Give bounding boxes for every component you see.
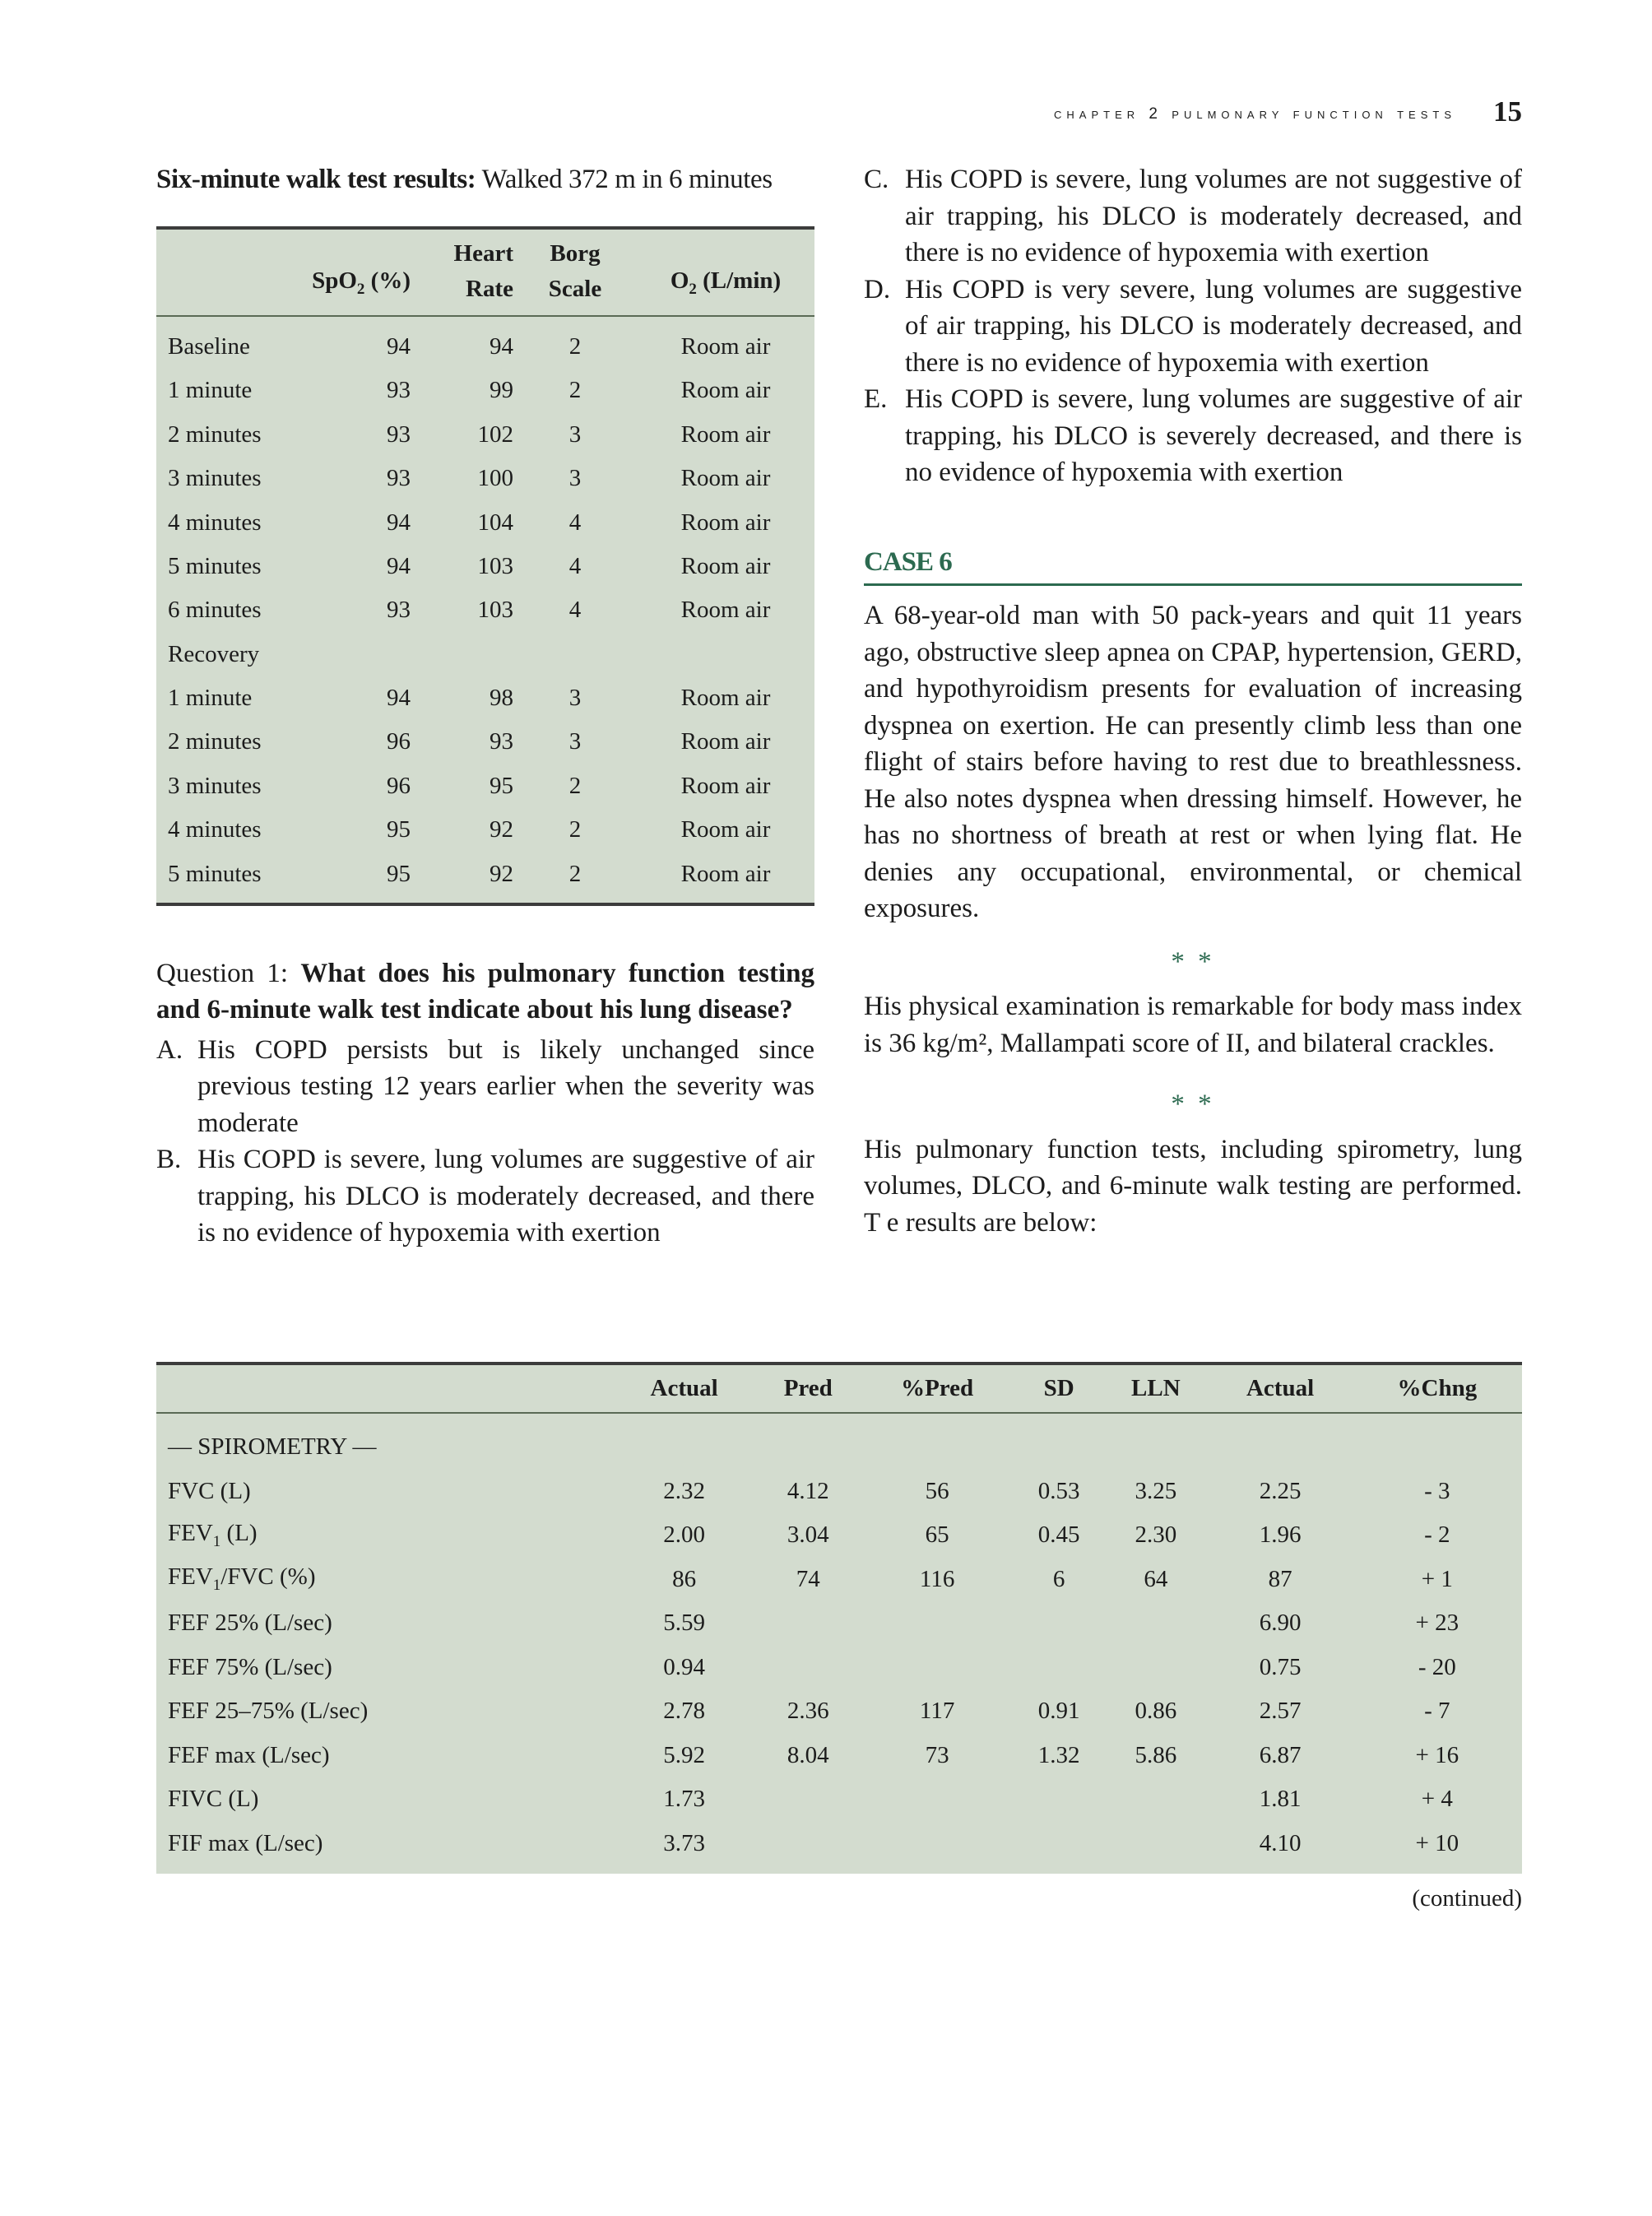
question-1 — [156, 955, 814, 1029]
spirometry-cell — [1103, 1646, 1208, 1690]
walk-cell-o2 — [637, 632, 814, 676]
walk-cell-heart-rate: 104 — [477, 509, 513, 536]
walk-cell-heart-rate: 95 — [490, 772, 513, 799]
spirometry-col-header: Pred — [756, 1364, 860, 1413]
walk-table-row — [156, 316, 814, 369]
continued-note: (continued) — [1412, 1885, 1522, 1912]
spirometry-cell: 2.36 — [787, 1698, 829, 1725]
walk-cell-time: 4 minutes — [168, 816, 262, 843]
spirometry-row — [156, 1646, 1522, 1690]
walk-cell-heart-rate: 92 — [490, 816, 513, 843]
walk-cell-time: 4 minutes — [168, 509, 262, 536]
spirometry-cell — [756, 1777, 860, 1822]
walk-cell-borg: 2 — [568, 377, 582, 404]
right-column — [864, 161, 1522, 1241]
walk-cell-borg: 2 — [568, 860, 582, 887]
walk-table-row — [156, 764, 814, 807]
walk-cell-time: 6 minutes — [168, 597, 262, 624]
walk-cell-heart-rate: 99 — [490, 377, 513, 404]
walk-cell-borg: 4 — [568, 597, 582, 624]
col-borg-scale: Borg Scale — [513, 228, 637, 316]
option-d: D. His COPD is very severe, lung volumes are suggestive of air trapping, his DLCO is moderately decreased, and there is no evidence of hypoxemia with exertion — [864, 274, 1522, 378]
spirometry-cell: 4.10 — [1259, 1829, 1302, 1856]
spirometry-cell: 64 — [1144, 1565, 1168, 1592]
spirometry-col-header: LLN — [1103, 1364, 1208, 1413]
walk-cell-borg: 2 — [568, 816, 582, 843]
spirometry-row-label: FIVC (L) — [168, 1786, 259, 1813]
spirometry-cell: 6.90 — [1259, 1610, 1302, 1637]
walk-cell-heart-rate — [411, 632, 513, 676]
spirometry-section-row — [156, 1413, 1522, 1470]
spirometry-cell: - 7 — [1424, 1698, 1450, 1725]
spirometry-cell: 1.96 — [1259, 1521, 1302, 1549]
section-label: — SPIROMETRY — — [168, 1433, 377, 1461]
walk-table-row — [156, 676, 814, 720]
walk-cell-o2: Room air — [680, 332, 771, 360]
spirometry-col-header: Actual — [1208, 1364, 1352, 1413]
case-paragraph-2: His physical examination is remarkable for body mass index is 36 kg/m², Mallampati score of II, and bilateral crackles. — [864, 992, 1522, 1058]
walk-cell-borg: 2 — [568, 772, 582, 799]
walk-cell-heart-rate: 94 — [490, 332, 513, 360]
spirometry-cell: 65 — [925, 1521, 949, 1549]
walk-table-header — [156, 228, 814, 316]
walk-test-table — [156, 226, 814, 906]
col-spo2: SpO$_2$ (%) — [308, 228, 411, 316]
spirometry-col-header: SD — [1014, 1364, 1103, 1413]
walk-cell-time: 5 minutes — [168, 552, 262, 579]
walk-cell-spo2: 94 — [387, 552, 411, 579]
walk-cell-borg: 3 — [568, 465, 582, 492]
spirometry-row-label: FEF 25% (L/sec) — [168, 1610, 332, 1637]
spirometry-cell: 2.78 — [663, 1698, 705, 1725]
spirometry-cell: 1.32 — [1037, 1741, 1080, 1768]
col-label-blank — [156, 228, 308, 316]
walk-cell-o2: Room air — [680, 509, 771, 536]
spirometry-cell — [756, 1601, 860, 1646]
spirometry-row — [156, 1470, 1522, 1514]
spirometry-cell — [756, 1822, 860, 1875]
walk-cell-time: 1 minute — [168, 377, 253, 404]
walk-table-row — [156, 632, 814, 676]
spirometry-cell: 5.92 — [663, 1741, 705, 1768]
walk-cell-spo2: 95 — [387, 816, 411, 843]
spirometry-cell: 3.73 — [663, 1829, 705, 1856]
walk-cell-borg: 3 — [568, 685, 582, 712]
walk-cell-spo2: 95 — [387, 860, 411, 887]
spirometry-cell — [1103, 1601, 1208, 1646]
separator-2: * * — [1171, 1089, 1215, 1119]
spirometry-cell: + 16 — [1415, 1741, 1459, 1768]
walk-table-row — [156, 852, 814, 904]
walk-cell-time: 1 minute — [168, 685, 253, 712]
spirometry-cell — [860, 1601, 1014, 1646]
spirometry-row — [156, 1601, 1522, 1646]
walk-cell-time: Recovery — [168, 640, 260, 667]
spirometry-row — [156, 1734, 1522, 1778]
col-o2: $O_2$ (L/min) — [637, 228, 814, 316]
page-number: 15 — [1493, 95, 1522, 128]
spirometry-cell: 6 — [1052, 1565, 1065, 1592]
walk-cell-o2: Room air — [680, 597, 771, 624]
spirometry-row-label: $FEV_1$/FVC (%) — [168, 1563, 316, 1595]
spirometry-cell — [860, 1777, 1014, 1822]
spirometry-cell: + 10 — [1415, 1829, 1459, 1856]
walk-cell-borg: 4 — [568, 509, 582, 536]
spirometry-header — [156, 1364, 1522, 1413]
spirometry-cell: 0.53 — [1037, 1477, 1080, 1504]
spirometry-cell — [1014, 1822, 1103, 1875]
separator-1: * * — [1171, 946, 1215, 977]
spirometry-cell: 0.45 — [1037, 1521, 1080, 1549]
walk-cell-time: Baseline — [168, 332, 250, 360]
spirometry-cell: 0.75 — [1259, 1653, 1302, 1680]
spirometry-cell: 117 — [919, 1698, 955, 1725]
spirometry-cell: 2.00 — [663, 1521, 705, 1549]
walk-cell-borg — [513, 632, 637, 676]
spirometry-cell — [860, 1646, 1014, 1690]
walk-cell-spo2 — [308, 632, 411, 676]
spirometry-cell — [1014, 1601, 1103, 1646]
case-title: CASE 6 — [864, 544, 1522, 587]
spirometry-cell: - 3 — [1424, 1477, 1450, 1504]
spirometry-cell: 4.12 — [787, 1477, 829, 1504]
walk-cell-time: 5 minutes — [168, 860, 262, 887]
spirometry-cell: 3.25 — [1135, 1477, 1177, 1504]
spirometry-cell: 0.86 — [1135, 1698, 1177, 1725]
spirometry-row-label: FEF 75% (L/sec) — [168, 1653, 332, 1680]
case-paragraph-1: A 68-year-old man with 50 pack-years and quit 11 years ago, obstructive sleep apnea on CPAP, hypertension, GERD, and hypothyroidism presents for evaluation of increasing dyspnea on exertion. He can presently climb less than one flight of stairs before having to rest due to breathlessness. He also notes dyspnea when dressing himself. However, he has no shortness of breath at rest or when lying flat. He denies any occupational, environmental, or chemical exposures. — [864, 601, 1522, 923]
walk-table-row — [156, 369, 814, 412]
spirometry-row — [156, 1513, 1522, 1558]
walk-cell-borg: 3 — [568, 420, 582, 448]
spirometry-col-header — [156, 1364, 612, 1413]
spirometry-cell: 2.25 — [1259, 1477, 1302, 1504]
spirometry-col-header: Actual — [612, 1364, 756, 1413]
spirometry-cell: 1.73 — [663, 1786, 705, 1813]
walk-cell-heart-rate: 103 — [477, 597, 513, 624]
spirometry-cell: - 20 — [1418, 1653, 1456, 1680]
walk-cell-borg: 2 — [568, 332, 582, 360]
spirometry-cell: 56 — [925, 1477, 949, 1504]
walk-cell-borg: 4 — [568, 552, 582, 579]
spirometry-cell: 73 — [925, 1741, 949, 1768]
walk-cell-o2: Room air — [680, 772, 771, 799]
spirometry-cell — [1014, 1646, 1103, 1690]
walk-table-row — [156, 544, 814, 588]
case-paragraph-3: His pulmonary function tests, including spirometry, lung volumes, DLCO, and 6-minute walk testing are performed. T e results are below: — [864, 1134, 1522, 1238]
spirometry-cell: 116 — [919, 1565, 955, 1592]
walk-table-row — [156, 808, 814, 852]
spirometry-cell: 2.57 — [1259, 1698, 1302, 1725]
spirometry-cell: 0.94 — [663, 1653, 705, 1680]
spirometry-cell: 8.04 — [787, 1741, 829, 1768]
spirometry-cell: 2.32 — [663, 1477, 705, 1504]
running-head — [156, 95, 1522, 128]
walk-cell-time: 2 minutes — [168, 420, 262, 448]
question-text: What does his pulmonary function testing and 6-minute walk test indicate about his lung disease? — [156, 958, 814, 1025]
spirometry-row-label: FIF max (L/sec) — [168, 1829, 323, 1856]
spirometry-row — [156, 1777, 1522, 1822]
spirometry-cell: + 4 — [1421, 1786, 1453, 1813]
spirometry-cell: - 2 — [1424, 1521, 1450, 1549]
spirometry-col-header: %Pred — [860, 1364, 1014, 1413]
spirometry-cell — [1103, 1777, 1208, 1822]
question-prefix: Question 1: — [156, 958, 301, 988]
walk-cell-o2: Room air — [680, 465, 771, 492]
spirometry-cell: 86 — [672, 1565, 697, 1592]
option-b: B. His COPD is severe, lung volumes are suggestive of air trapping, his DLCO is moderately decreased, and there is no evidence of hypoxemia with exertion — [156, 1145, 814, 1248]
spirometry-col-header: %Chng — [1353, 1364, 1522, 1413]
spirometry-row — [156, 1689, 1522, 1734]
walk-test-heading-text: Walked 372 m in 6 minutes — [476, 165, 773, 194]
spirometry-cell: 6.87 — [1259, 1741, 1302, 1768]
option-c: C. His COPD is severe, lung volumes are not suggestive of air trapping, his DLCO is moderately decreased, and there is no evidence of hypoxemia with exertion — [864, 165, 1522, 267]
walk-cell-spo2: 93 — [387, 465, 411, 492]
spirometry-table — [156, 1362, 1522, 1874]
pft-section — [156, 1362, 1522, 1912]
spirometry-cell — [1014, 1777, 1103, 1822]
walk-test-heading — [156, 161, 814, 198]
walk-cell-heart-rate: 93 — [490, 728, 513, 755]
spirometry-row — [156, 1558, 1522, 1602]
option-e: E. His COPD is severe, lung volumes are suggestive of air trapping, his DLCO is severely decreased, and there is no evidence of hypoxemia with exertion — [864, 384, 1522, 487]
walk-cell-o2: Room air — [680, 685, 771, 712]
walk-cell-spo2: 93 — [387, 377, 411, 404]
walk-cell-time: 3 minutes — [168, 465, 262, 492]
walk-cell-spo2: 94 — [387, 332, 411, 360]
walk-cell-o2: Room air — [680, 420, 771, 448]
spirometry-row-label: FVC (L) — [168, 1477, 251, 1504]
spirometry-row-label: FEF 25–75% (L/sec) — [168, 1698, 369, 1725]
spirometry-cell: 0.91 — [1037, 1698, 1080, 1725]
spirometry-cell: 87 — [1268, 1565, 1292, 1592]
spirometry-cell: 74 — [796, 1565, 820, 1592]
spirometry-row — [156, 1822, 1522, 1875]
walk-cell-spo2: 94 — [387, 509, 411, 536]
spirometry-cell — [1103, 1822, 1208, 1875]
walk-cell-heart-rate: 100 — [477, 465, 513, 492]
spirometry-cell: 5.86 — [1135, 1741, 1177, 1768]
walk-cell-heart-rate: 103 — [477, 552, 513, 579]
walk-cell-time: 2 minutes — [168, 728, 262, 755]
walk-table-row — [156, 500, 814, 544]
walk-table-row — [156, 720, 814, 764]
walk-cell-heart-rate: 102 — [477, 420, 513, 448]
col-heart-rate: Heart Rate — [411, 228, 513, 316]
chapter-title: chapter 2 pulmonary function tests — [1054, 105, 1456, 123]
walk-cell-spo2: 93 — [387, 597, 411, 624]
spirometry-cell: 3.04 — [787, 1521, 829, 1549]
spirometry-cell: 2.30 — [1135, 1521, 1177, 1549]
option-a: A. His COPD persists but is likely unchanged since previous testing 12 years earlier when the severity was moderate — [156, 1034, 814, 1138]
walk-table-row — [156, 588, 814, 632]
walk-cell-heart-rate: 98 — [490, 685, 513, 712]
walk-cell-spo2: 93 — [387, 420, 411, 448]
spirometry-row-label: $FEV_1$ (L) — [168, 1519, 258, 1550]
walk-cell-o2: Room air — [680, 728, 771, 755]
walk-cell-o2: Room air — [680, 377, 771, 404]
spirometry-cell — [756, 1646, 860, 1690]
left-column — [156, 161, 814, 1252]
spirometry-row-label: FEF max (L/sec) — [168, 1741, 330, 1768]
spirometry-cell: 1.81 — [1259, 1786, 1302, 1813]
walk-cell-spo2: 94 — [387, 685, 411, 712]
spirometry-cell — [860, 1822, 1014, 1875]
walk-cell-o2: Room air — [680, 552, 771, 579]
walk-cell-o2: Room air — [680, 816, 771, 843]
walk-cell-heart-rate: 92 — [490, 860, 513, 887]
walk-table-row — [156, 412, 814, 456]
walk-cell-o2: Room air — [680, 860, 771, 887]
spirometry-cell: + 23 — [1415, 1610, 1459, 1637]
walk-cell-borg: 3 — [568, 728, 582, 755]
spirometry-cell: 5.59 — [663, 1610, 705, 1637]
walk-cell-time: 3 minutes — [168, 772, 262, 799]
walk-cell-spo2: 96 — [387, 772, 411, 799]
walk-cell-spo2: 96 — [387, 728, 411, 755]
spirometry-cell: + 1 — [1421, 1565, 1453, 1592]
walk-table-row — [156, 457, 814, 500]
walk-test-heading-bold: Six-minute walk test results: — [156, 165, 476, 194]
